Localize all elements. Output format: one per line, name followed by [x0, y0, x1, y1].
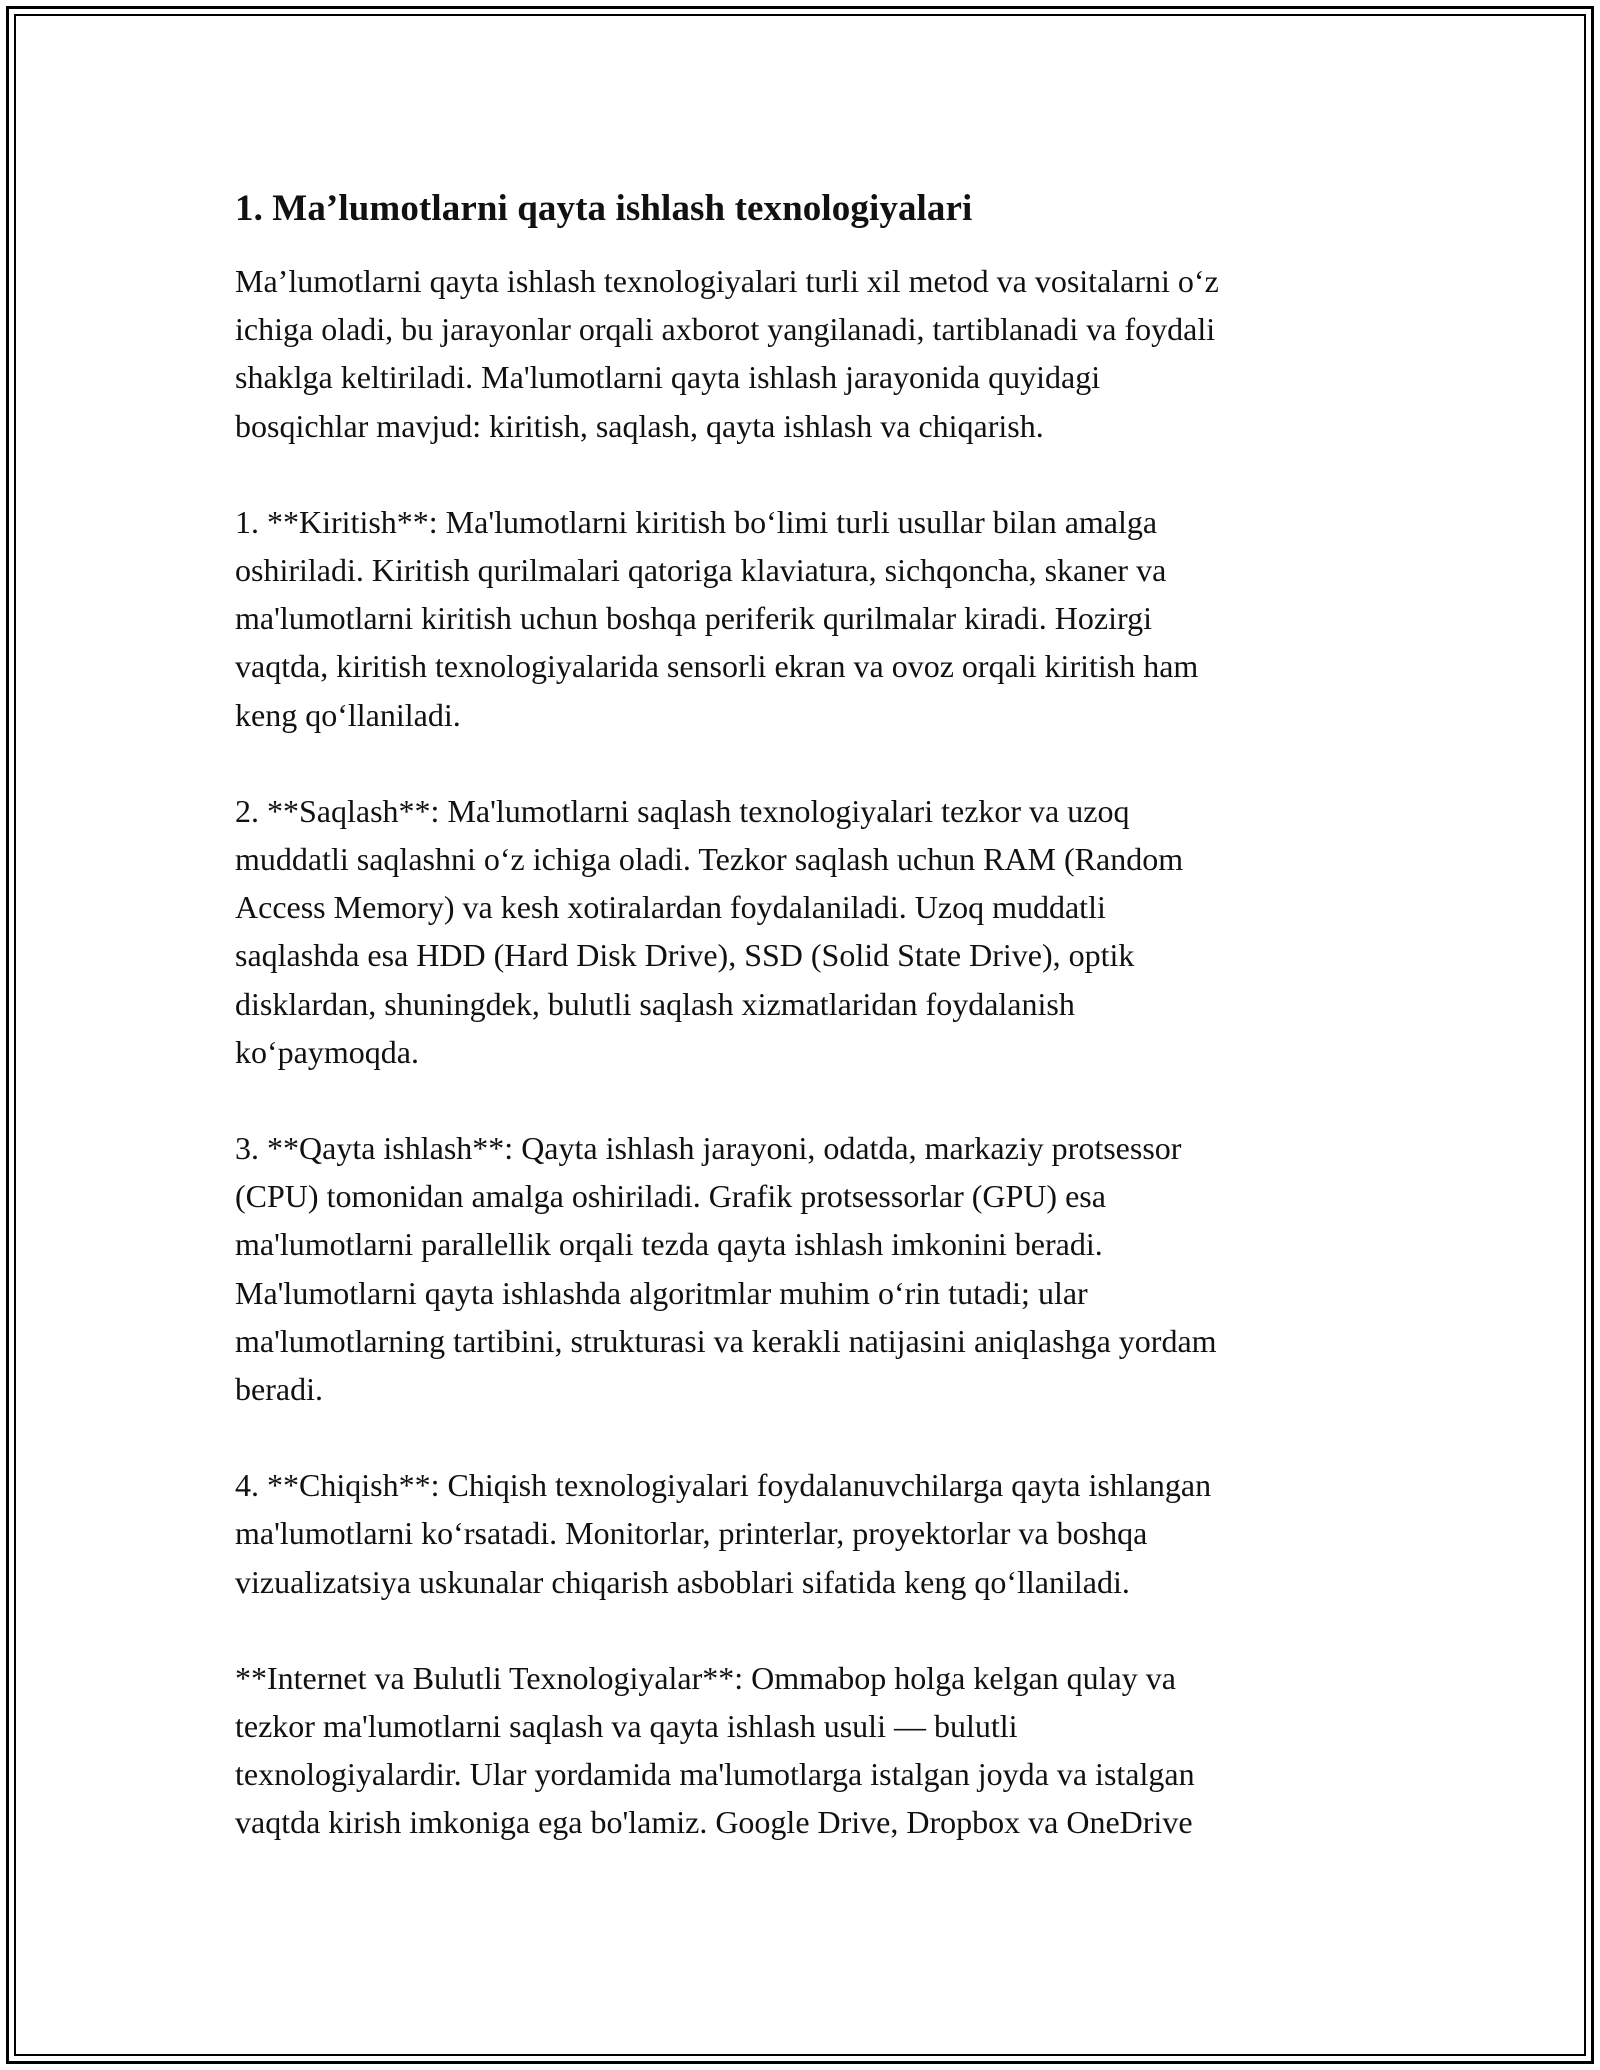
storage-paragraph: 2. **Saqlash**: Ma'lumotlarni saqlash texnologiyalari tezkor va uzoq muddatli saqlashni o‘z ichiga oladi. Tezkor saqlash uchun RAM (Random Access Memory) va kesh xotiralardan foydalaniladi. Uzoq muddatli saqlashda esa HDD (Hard Disk Drive), SSD (Solid State Drive), optik disklardan, shuningdek, bulutli saqlash xizmatlaridan foydalanish ko‘paymoqda. — [235, 792, 1184, 1070]
processing-paragraph: 3. **Qayta ishlash**: Qayta ishlash jarayoni, odatda, markaziy protsessor (CPU) tomonidan amalga oshiriladi. Grafik protsessorlar (GPU) esa ma'lumotlarni parallellik orqali tezda qayta ishlash imkonini beradi. Ma'lumotlarni qayta ishlashda algoritmlar muhim o‘rin tutadi; ular ma'lumotlarning tartibini, strukturasi va kerakli natijasini aniqlashga yordam beradi. — [235, 1130, 1217, 1408]
intro-paragraph: Ma’lumotlarni qayta ishlash texnologiyalari turli xil metod va vositalarni o‘z ichiga oladi, bu jarayonlar orqali axborot yangilanadi, tartiblanadi va foydali shaklga keltiriladi. Ma'lumotlarni qayta ishlash jarayonida quyidagi bosqichlar mavjud: kiritish, saqlash, qayta ishlash va chiqarish. — [235, 263, 1219, 444]
cloud-paragraph: **Internet va Bulutli Texnologiyalar**: Ommabop holga kelgan qulay va tezkor ma'lumotlarni saqlash va qayta ishlash usuli — bulutli texnologiyalardir. Ular yordamida ma'lumotlarga istalgan joyda va istalgan vaqtda kirish imkoniga ega bo'lamiz. Google Drive, Dropbox va OneDrive — [235, 1659, 1195, 1841]
document-body — [235, 185, 1370, 1895]
output-paragraph: 4. **Chiqish**: Chiqish texnologiyalari foydalanuvchilarga qayta ishlangan ma'lumotlarni ko‘rsatadi. Monitorlar, printerlar, proyektorlar va boshqa vizualizatsiya uskunalar chiqarish asboblari sifatida keng qo‘llaniladi. — [235, 1467, 1212, 1600]
document-title: 1. Ma’lumotlarni qayta ishlash texnologiyalari — [235, 188, 973, 229]
input-paragraph: 1. **Kiritish**: Ma'lumotlarni kiritish bo‘limi turli usullar bilan amalga oshiriladi. Kiritish qurilmalari qatoriga klaviatura, sichqoncha, skaner va ma'lumotlarni kiritish uchun boshqa periferik qurilmalar kiradi. Hozirgi vaqtda, kiritish texnologiyalarida sensorli ekran va ovoz orqali kiritish ham keng qo‘llaniladi. — [235, 503, 1199, 733]
